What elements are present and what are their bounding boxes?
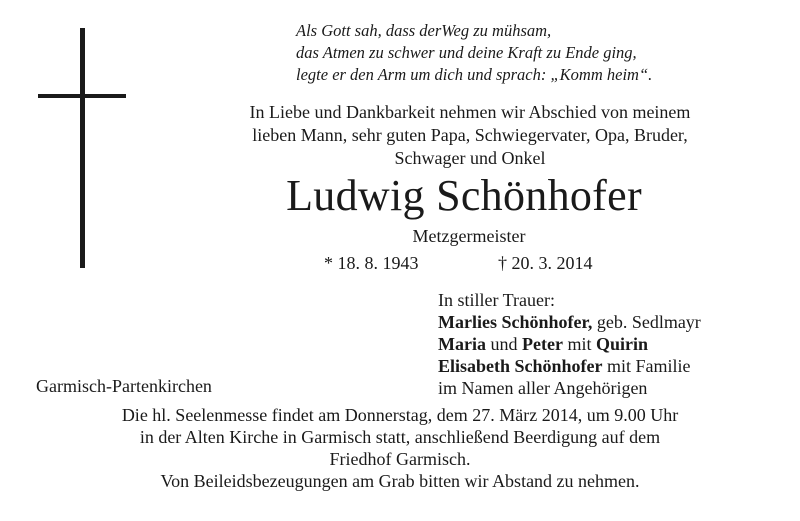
service-info [0, 404, 800, 492]
mourner-note: und [485, 334, 522, 354]
poem-line: das Atmen zu schwer und deine Kraft zu Ende ging, [296, 43, 637, 62]
mourners-block [438, 289, 798, 399]
mourner-line [438, 311, 798, 333]
intro-text [150, 101, 790, 170]
mourner-note: mit [562, 334, 596, 354]
service-line: Die hl. Seelenmesse findet am Donnerstag, dem 27. März 2014, um 9.00 Uhr [121, 405, 679, 425]
birth-date: * 18. 8. 1943 [324, 253, 419, 273]
mourner-note: mit Familie [602, 356, 691, 376]
poem-line: Als Gott sah, dass derWeg zu mühsam, [296, 21, 552, 40]
cross-horizontal-bar [38, 94, 126, 98]
mourners-closing: im Namen aller Angehörigen [438, 378, 648, 398]
cross-vertical-bar [80, 28, 85, 268]
mourner-name: Peter [521, 334, 563, 354]
mourner-line [438, 333, 798, 355]
mourners-heading: In stiller Trauer: [438, 290, 555, 310]
deceased-name: Ludwig Schönhofer [286, 171, 642, 220]
place-name: Garmisch-Partenkirchen [36, 376, 212, 396]
death-date: † 20. 3. 2014 [498, 253, 593, 273]
mourner-name: Elisabeth Schönhofer [438, 356, 603, 376]
mourner-note: geb. Sedlmayr [592, 312, 701, 332]
mourner-name: Maria [438, 334, 486, 354]
deceased-profession: Metzgermeister [412, 226, 526, 246]
mourner-line [438, 355, 798, 377]
mourner-name: Quirin [595, 334, 648, 354]
poem [296, 20, 796, 86]
intro-line: In Liebe und Dankbarkeit nehmen wir Abschied von meinem [249, 102, 691, 122]
intro-line: lieben Mann, sehr guten Papa, Schwiegervater, Opa, Bruder, [252, 125, 688, 145]
service-line: Von Beileidsbezeugungen am Grab bitten wir Abstand zu nehmen. [160, 471, 640, 491]
intro-line: Schwager und Onkel [394, 148, 546, 168]
mourner-name: Marlies Schönhofer, [438, 312, 593, 332]
service-line: in der Alten Kirche in Garmisch statt, anschließend Beerdigung auf dem [139, 427, 661, 447]
poem-line: legte er den Arm um dich und sprach: „Komm heim“. [296, 65, 653, 84]
service-line: Friedhof Garmisch. [329, 449, 471, 469]
